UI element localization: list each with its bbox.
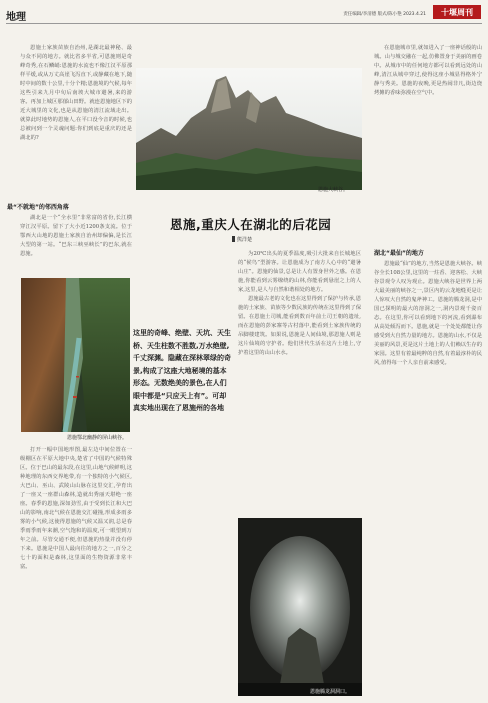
canyon-photo (136, 68, 362, 190)
column-3-bottom: 恩施最“仙”的地方,当然是恩施大峡谷。峡谷全长108公里,这里的一炷香、迎客松、大峡谷景观令人叹为观止。恩施大峡谷是世界上两大最美丽的峡谷之一,景区内的云龙地缝更是让人惊叹大自然的鬼斧神工。恩施的腾龙洞,是中国已探明的最大的溶洞之一,洞内景观千姿百态。在这里,你可以看到地下的河流,看到瀑布从高处倾泻而下。恩施,就是一个处处都能让你感受到大自然力量的地方。恩施的山水,不仅是美丽的风景,更是这片土地上的人们赖以生存的家园。这里有着最纯粹的自然,有着最淳朴的民风,值得每一个人亲自前来感受。 (374, 261, 482, 366)
column-1-mid: 湖北是一个“全水里”非常富的省份,长江横穿江汉平原。留下了大小近1200条支流。位于鄂西大山地的恩施土家族自治州却偏偏,是长江大型的第一站。“巴东三峡巫峡长”的巴东,就在恩施。 (20, 215, 132, 257)
masthead-logo: 十堰周刊 (433, 5, 481, 19)
pull-quote: 这里的奇峰、绝壁、天坑、天生桥、天生柱数不胜数,万水绝壁,千丈深渊。隐藏在深林翠绿的奇景,构成了这座大地秘境的基本形态。无数绝美的景色,在人们眼中都是“只应天上有”。可却真实地出现在了恩施州的各地 (133, 329, 231, 412)
cave-photo (238, 518, 362, 696)
editor-credits: 责任编辑/李清德 版式/陈小艳 2023.4.21 (343, 12, 426, 17)
column-2-extra (238, 516, 239, 517)
column-2-top: 为20℃出头的夏季温度,吸引大批来自长城地区的“候鸟”型游客。让恩施成为了南方人心中的“避暑山庄”。恩施的仙景,总是让人有置身世外之感。在恩施,你能看到云雾缭绕的山林,你能看到悬崖之上的人家,这里,是人与自然和谐相处的地方。 恩施最古老的文化也在这里得到了保护与传承,恩施的土家族、苗族等少数民族的传统在这里得到了保留。在恩施土司城,能看到数百年前土司王朝的遗址,而在恩施的彭家寨等古村落中,能看到土家族传统的吊脚楼建筑。如果说,恩施是人间仙境,那恩施人则是这片仙境的守护者。他们世代生活在这片土地上,守护着这里的山山水水。 (238, 251, 361, 356)
caption-top: 恩施大峡谷。 (318, 187, 349, 193)
article-author: 熊洋楚 (232, 236, 252, 243)
subhead-1: 最“不就地”的邻西角落 (7, 204, 69, 211)
section-label: 地理 (6, 12, 26, 23)
caption-left: 恩施鄂北幽静的屏山峡谷。 (67, 435, 128, 441)
header-rule (6, 23, 482, 24)
article-title: 恩施,重庆人在湖北的后花园 (170, 217, 332, 232)
subhead-2: 湖北“最仙”的地方 (374, 250, 424, 257)
caption-bottom: 恩施腾龙洞洞口。 (310, 689, 351, 695)
column-3-top: 在恩施城市里,就如进入了一座神话般的山城。山与城交融在一起,仿佛置身于美丽的画卷中。从城市中的任何地方都可以看到远处的山峰,清江从城中穿过,使得这座小城显得格外宁静与秀美。恩施的夜晚,更是热闹非凡,街边烧烤摊的香味弥漫在空气中。 (374, 45, 482, 96)
column-1-top: 恩施土家族苗族自治州,是湖北最神秘、最与众不同的地方。就比省多半省,可恩施则是奇峰奇秀,在石鳞峭:恩施的水流也不像江汉平原那样平缓,或从万丈高崖飞泻直下,或静藏在地下,随时中间的数十公里,十分个精;恩施境的气候,每年这些引来九月中旬后南坡大城市避暑,来的游客。再加上城区那郁山田野。就连恩施地区下的近大城里的文化,也是从恩施的清江流域走出。就算此时地势的恩施人,在平口没今音的时候,也总被问到一个灵魂问题:你们到底是重庆的还是湖北的? (20, 45, 132, 141)
column-1-bottom: 打开一幅中国地形图,最左边中间位置在一级棚区在平原大地中央,楚省了中国的气候特殊区。位于巴山的最东段,在这里,山地气候鲜明,这种地理的东西交界地带,有一个独特的小气候区,大巴山、巫山、武陵山山脉在这里交汇,孕育出了一座又一座群山森林,造就出秀丽天堪绝一座座。春季的恩施,深如劲雪,由于受到长江和大巴山的影响,南北气候在恩施交汇碰撞,形成多雨多雾的小气候,这使得恩施的气候又温又润,总是春季雨季雨年来潮,空气饱和的温度,可一眼望到万年之前。尽管交通不便,但恩施的热量并没有停下来。恩施是中国人最向往的地方之一,百分之七十的面积是森林,这里面的生物资源非常丰富。 (20, 447, 132, 570)
gorge-photo (21, 278, 130, 432)
